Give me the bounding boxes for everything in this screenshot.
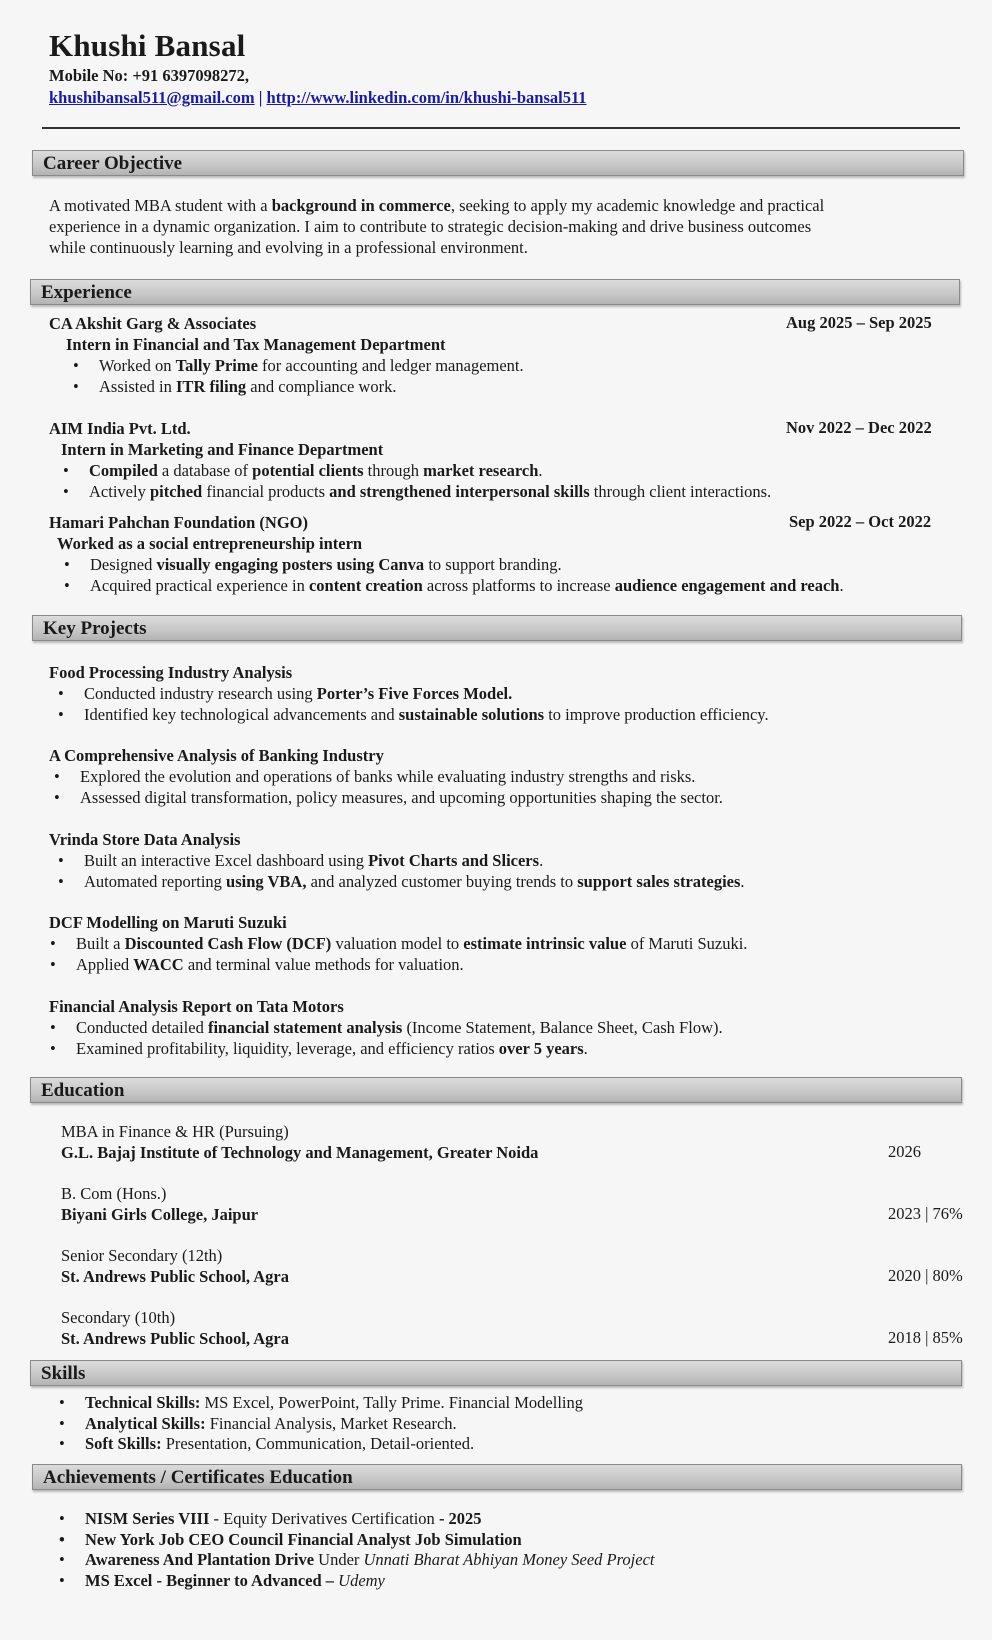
job-company: AIM India Pvt. Ltd. xyxy=(49,419,191,438)
education-result: 2023 | 76% xyxy=(888,1204,963,1223)
career-objective-heading: Career Objective xyxy=(32,150,964,176)
contact-links xyxy=(49,88,587,108)
job-role: Intern in Financial and Tax Management Department xyxy=(66,335,446,354)
project-title: DCF Modelling on Maruti Suzuki xyxy=(49,913,287,932)
project-title: Food Processing Industry Analysis xyxy=(49,663,293,682)
skills-heading: Skills xyxy=(30,1360,962,1386)
education-heading: Education xyxy=(30,1077,962,1103)
education-degree: B. Com (Hons.) xyxy=(61,1184,167,1203)
mobile-number: Mobile No: +91 6397098272, xyxy=(49,66,250,85)
project-bullet: • Identified key technological advancements and sustainable solutions to improve production efficiency. xyxy=(84,704,769,725)
achievement-item: • MS Excel - Beginner to Advanced – Udemy xyxy=(85,1570,385,1591)
education-degree: MBA in Finance & HR (Pursuing) xyxy=(61,1122,289,1141)
education-school: St. Andrews Public School, Agra xyxy=(61,1329,289,1348)
linkedin-link[interactable]: http://www.linkedin.com/in/khushi-bansal511 xyxy=(266,88,587,107)
job-dates: Sep 2022 – Oct 2022 xyxy=(789,512,932,531)
project-title: Financial Analysis Report on Tata Motors xyxy=(49,997,344,1016)
project-bullet: • Applied WACC and terminal value methods for valuation. xyxy=(76,954,464,975)
key-projects-heading: Key Projects xyxy=(32,615,962,641)
education-degree: Secondary (10th) xyxy=(61,1308,176,1327)
job-bullet: • Acquired practical experience in content creation across platforms to increase audience engagement and reach. xyxy=(90,575,844,596)
skill-item: • Analytical Skills: Financial Analysis, Market Research. xyxy=(85,1413,457,1434)
career-objective-line-2: experience in a dynamic organization. I aim to contribute to strategic decision-making and drive business outcomes xyxy=(49,217,812,236)
job-dates: Nov 2022 – Dec 2022 xyxy=(786,418,932,437)
project-bullet: • Assessed digital transformation, policy measures, and upcoming opportunities shaping the sector. xyxy=(80,787,723,808)
education-result: 2020 | 80% xyxy=(888,1266,963,1285)
job-bullet: • Designed visually engaging posters using Canva to support branding. xyxy=(90,554,562,575)
project-title: A Comprehensive Analysis of Banking Industry xyxy=(49,746,384,765)
experience-heading: Experience xyxy=(30,279,960,305)
job-company: CA Akshit Garg & Associates xyxy=(49,314,257,333)
project-bullet: • Conducted detailed financial statement analysis (Income Statement, Balance Sheet, Cash Flow). xyxy=(76,1017,723,1038)
candidate-name: Khushi Bansal xyxy=(49,28,246,63)
email-link[interactable]: khushibansal511@gmail.com xyxy=(49,88,255,107)
achievement-item: • Awareness And Plantation Drive Under Unnati Bharat Abhiyan Money Seed Project xyxy=(85,1549,655,1570)
job-bullet: • Actively pitched financial products and strengthened interpersonal skills through client interactions. xyxy=(89,481,771,502)
job-role: Worked as a social entrepreneurship intern xyxy=(57,534,363,553)
education-result: 2018 | 85% xyxy=(888,1328,963,1347)
project-bullet: • Conducted industry research using Porter’s Five Forces Model. xyxy=(84,683,512,704)
header-divider xyxy=(42,127,960,129)
job-dates: Aug 2025 – Sep 2025 xyxy=(786,313,932,332)
skill-item: • Soft Skills: Presentation, Communication, Detail-oriented. xyxy=(85,1433,474,1454)
project-bullet: • Explored the evolution and operations of banks while evaluating industry strengths and risks. xyxy=(80,766,695,787)
link-separator: | xyxy=(254,88,267,107)
education-school: Biyani Girls College, Jaipur xyxy=(61,1205,259,1224)
career-objective-line-3: while continuously learning and evolving in a professional environment. xyxy=(49,238,528,257)
project-bullet: • Examined profitability, liquidity, leverage, and efficiency ratios over 5 years. xyxy=(76,1038,588,1059)
project-bullet: • Built an interactive Excel dashboard using Pivot Charts and Slicers. xyxy=(84,850,543,871)
education-school: G.L. Bajaj Institute of Technology and Management, Greater Noida xyxy=(61,1143,539,1162)
career-objective-line-1: A motivated MBA student with a background in commerce, seeking to apply my academic knowledge and practical xyxy=(49,196,825,215)
project-bullet: • Built a Discounted Cash Flow (DCF) valuation model to estimate intrinsic value of Maruti Suzuki. xyxy=(76,933,747,954)
education-school: St. Andrews Public School, Agra xyxy=(61,1267,289,1286)
job-bullet: • Assisted in ITR filing and compliance work. xyxy=(99,376,396,397)
job-company: Hamari Pahchan Foundation (NGO) xyxy=(49,513,308,532)
project-title: Vrinda Store Data Analysis xyxy=(49,830,241,849)
achievements-heading: Achievements / Certificates Education xyxy=(32,1464,962,1490)
achievement-item: • NISM Series VIII - Equity Derivatives Certification - 2025 xyxy=(85,1508,482,1529)
achievement-item: • New York Job CEO Council Financial Analyst Job Simulation xyxy=(85,1529,522,1550)
education-degree: Senior Secondary (12th) xyxy=(61,1246,223,1265)
skill-item: • Technical Skills: MS Excel, PowerPoint, Tally Prime. Financial Modelling xyxy=(85,1392,583,1413)
job-bullet: • Compiled a database of potential clients through market research. xyxy=(89,460,543,481)
job-bullet: • Worked on Tally Prime for accounting and ledger management. xyxy=(99,355,524,376)
project-bullet: • Automated reporting using VBA, and analyzed customer buying trends to support sales strategies. xyxy=(84,871,745,892)
education-result: 2026 xyxy=(888,1142,921,1161)
job-role: Intern in Marketing and Finance Department xyxy=(61,440,384,459)
